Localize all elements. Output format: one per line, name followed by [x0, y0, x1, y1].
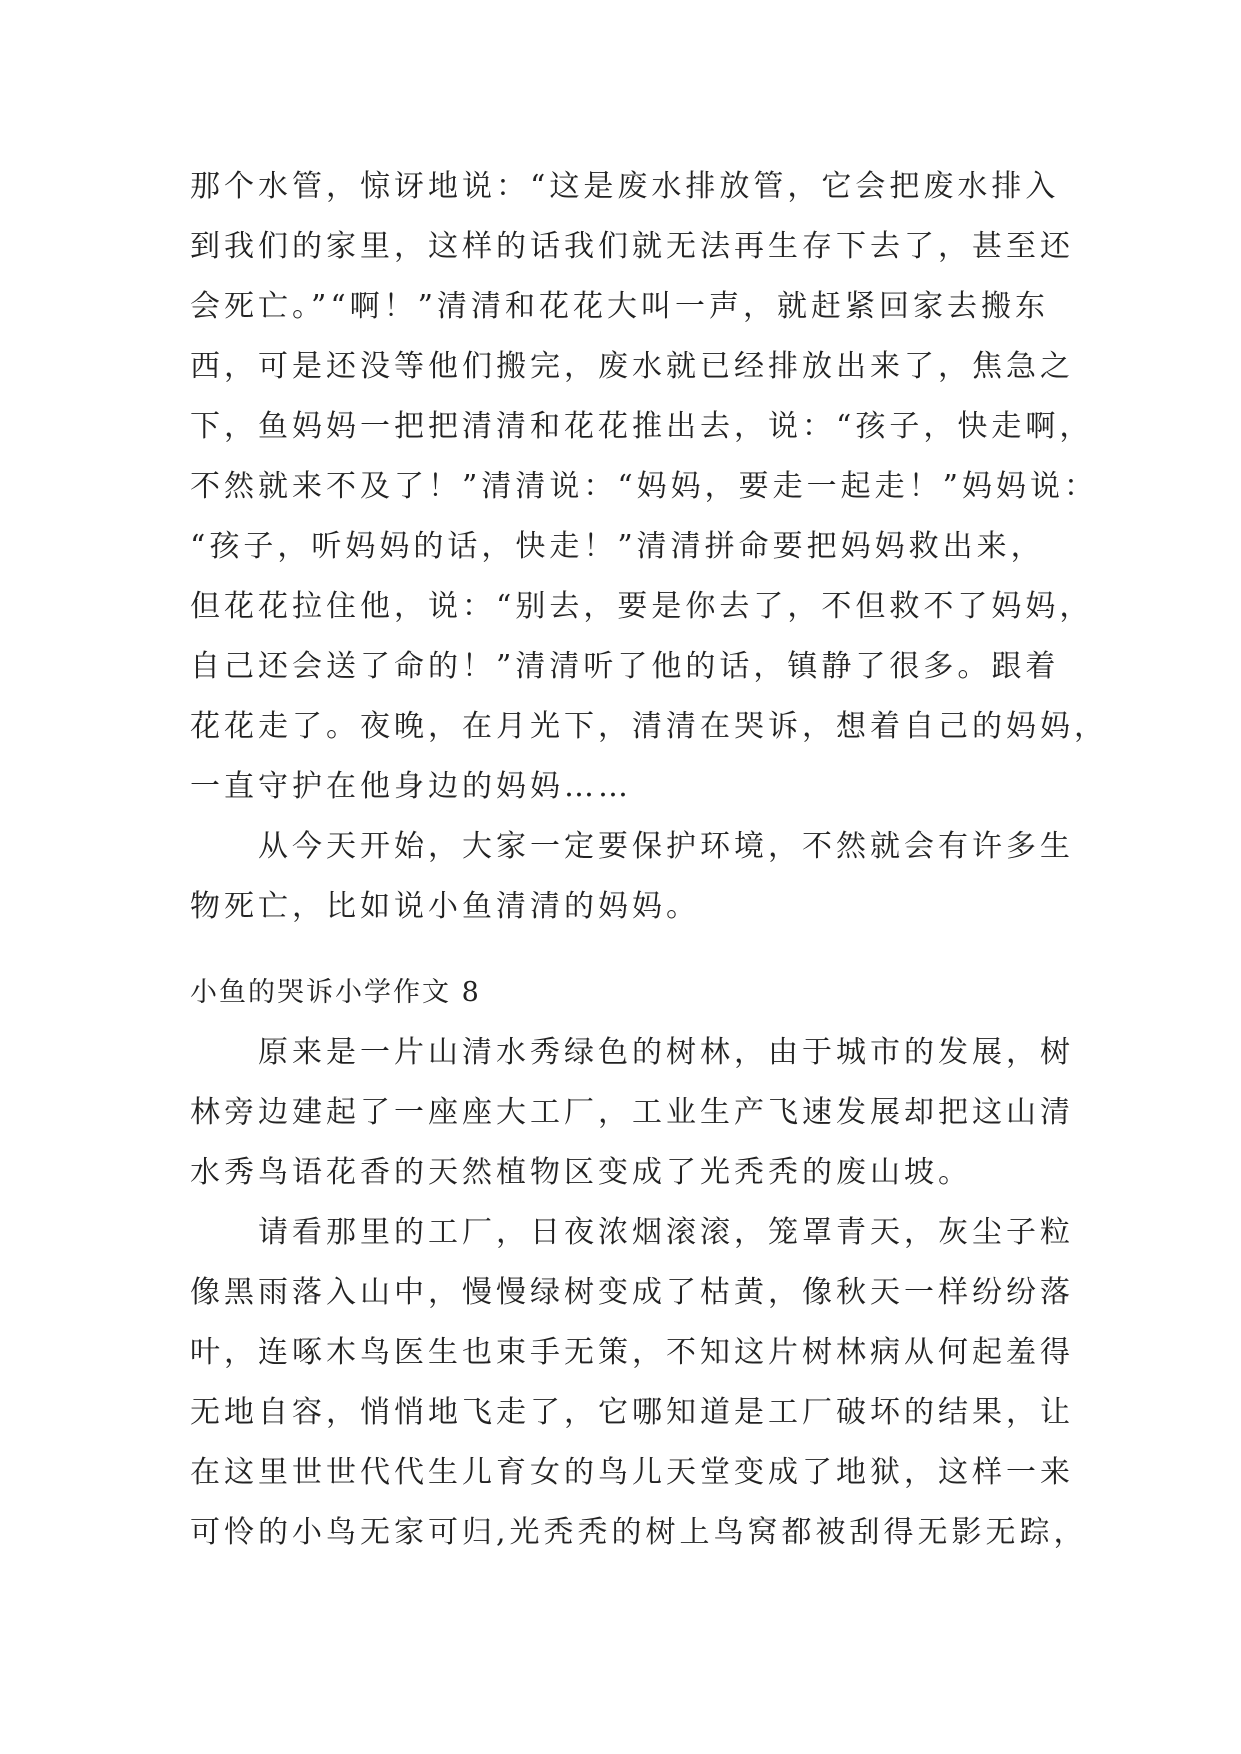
text-line: 西，可是还没等他们搬完，废水就已经排放出来了，焦急之 — [190, 349, 1074, 384]
text-line: 在这里世世代代生儿育女的鸟儿天堂变成了地狱，这样一来 — [190, 1455, 1074, 1490]
text-line: 不然就来不及了！”清清说：“妈妈，要走一起走！”妈妈说： — [190, 469, 1099, 504]
text-line: 叶，连啄木鸟医生也束手无策，不知这片树林病从何起羞得 — [190, 1335, 1074, 1370]
text-line: 会死亡。”“啊！”清清和花花大叫一声，就赶紧回家去搬东 — [190, 289, 1050, 324]
text-line: 林旁边建起了一座座大工厂，工业生产飞速发展却把这山清 — [190, 1095, 1074, 1130]
text-line: 那个水管，惊讶地说：“这是废水排放管，它会把废水排入 — [190, 169, 1060, 204]
text-line: “孩子，听妈妈的话，快走！”清清拼命要把妈妈救出来， — [190, 529, 1045, 564]
text-line: 自己还会送了命的！”清清听了他的话，镇静了很多。跟着 — [190, 649, 1060, 684]
text-line: 到我们的家里，这样的话我们就无法再生存下去了，甚至还 — [190, 229, 1074, 264]
text-line: 请看那里的工厂，日夜浓烟滚滚，笼罩青天，灰尘子粒 — [190, 1215, 1074, 1250]
text-line: 原来是一片山清水秀绿色的树林，由于城市的发展，树 — [190, 1035, 1074, 1070]
text-line: 从今天开始，大家一定要保护环境，不然就会有许多生 — [190, 829, 1074, 864]
essay-title: 小鱼的哭诉小学作文 8 — [190, 977, 481, 1008]
text-line: 水秀鸟语花香的天然植物区变成了光秃秃的废山坡。 — [190, 1155, 972, 1190]
text-line: 无地自容，悄悄地飞走了，它哪知道是工厂破坏的结果，让 — [190, 1395, 1074, 1430]
essay-heading — [190, 963, 1090, 1023]
essay-body — [190, 1023, 1090, 1563]
text-line: 物死亡，比如说小鱼清清的妈妈。 — [190, 889, 700, 924]
story-continuation — [190, 157, 1108, 937]
text-line: 可怜的小鸟无家可归,光秃秃的树上鸟窝都被刮得无影无踪， — [190, 1515, 1088, 1550]
text-line: 下，鱼妈妈一把把清清和花花推出去，说：“孩子，快走啊， — [190, 409, 1094, 444]
text-line: 但花花拉住他，说：“别去，要是你去了，不但救不了妈妈， — [190, 589, 1094, 624]
text-line: 花花走了。夜晚，在月光下，清清在哭诉，想着自己的妈妈， — [190, 709, 1108, 744]
text-line: 一直守护在他身边的妈妈…… — [190, 769, 632, 804]
text-line: 像黑雨落入山中，慢慢绿树变成了枯黄，像秋天一样纷纷落 — [190, 1275, 1074, 1310]
